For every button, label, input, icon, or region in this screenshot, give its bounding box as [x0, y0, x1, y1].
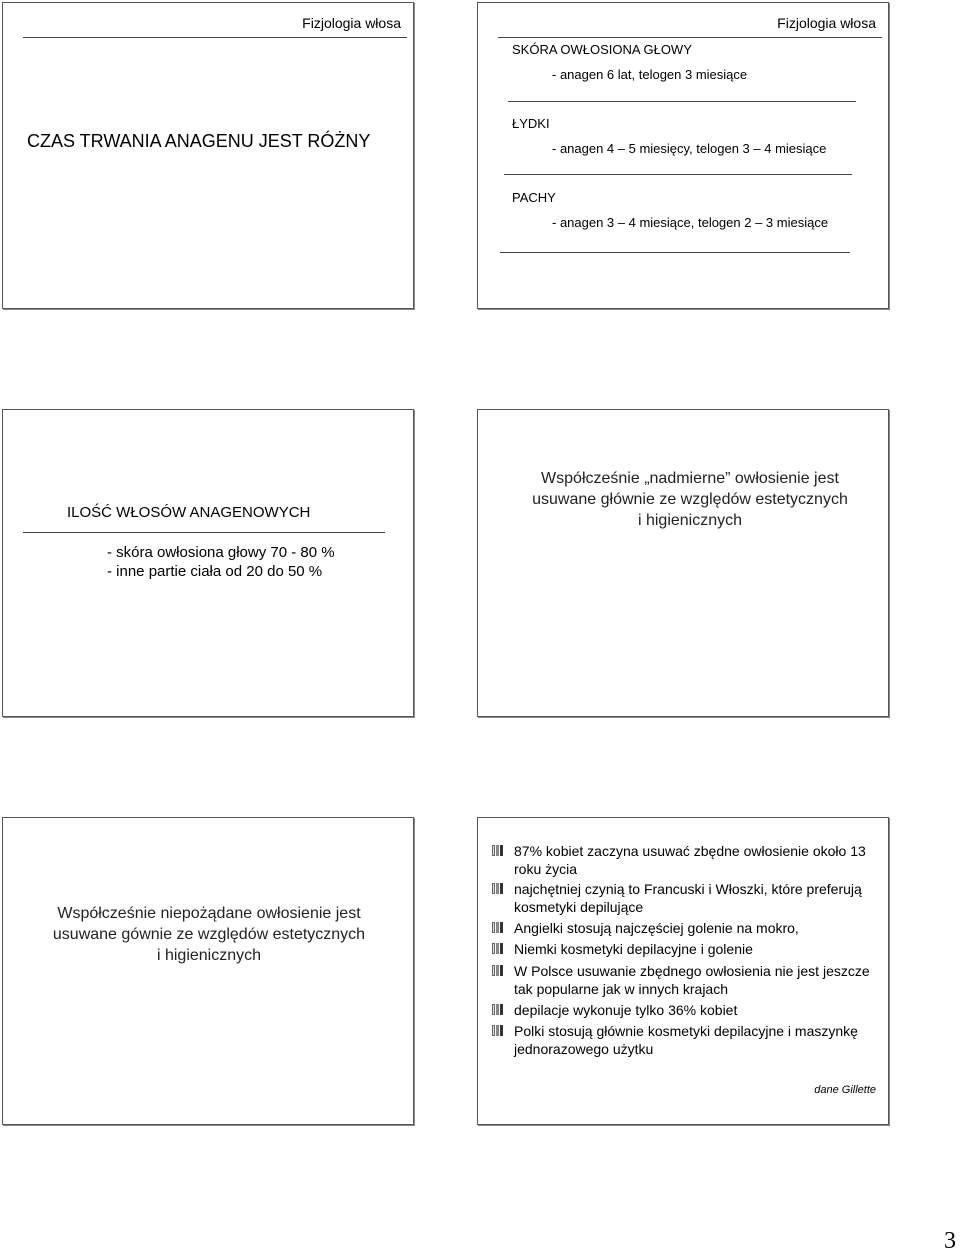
section-heading: ŁYDKI: [512, 116, 550, 131]
bullet-text: W Polsce usuwanie zbędnego owłosienia nie jest jeszcze tak popularne jak w innych krajach: [514, 963, 870, 997]
bullet-item: [514, 940, 884, 958]
bullet-text: najchętniej czynią to Francuski i Włoszki, które preferują kosmetyki depilujące: [514, 881, 862, 915]
slide-3: [2, 409, 414, 717]
slide-6: [477, 817, 889, 1125]
slide-title: CZAS TRWANIA ANAGENU JEST RÓŻNY: [27, 131, 371, 151]
slide-text: Współcześnie niepożądane owłosienie jest usuwane gównie ze względów estetycznych i higienicznych: [52, 905, 366, 964]
slide-2: [477, 2, 889, 309]
section-heading: SKÓRA OWŁOSIONA GŁOWY: [512, 42, 692, 57]
bullet-icon: [492, 845, 506, 856]
content-line: - inne partie ciała od 20 do 50 %: [107, 563, 323, 580]
bullet-text: Niemki kosmetyki depilacyjne i golenie: [514, 941, 753, 957]
bullet-icon: [492, 965, 506, 976]
section-divider: [508, 101, 856, 102]
bullet-icon: [492, 1004, 506, 1015]
section-heading: PACHY: [512, 190, 556, 205]
slide-4: [477, 409, 889, 717]
slide-header: Fizjologia włosa: [777, 15, 876, 31]
slide-text: Współcześnie „nadmierne” owłosienie jest usuwane głównie ze względów estetycznych i higienicznych: [532, 470, 848, 529]
bullet-icon: [492, 943, 506, 954]
content-line: - skóra owłosiona głowy 70 - 80 %: [107, 544, 335, 561]
bullet-item: [514, 962, 884, 998]
bullet-icon: [492, 922, 506, 933]
bullet-text: Angielki stosują najczęściej golenie na mokro,: [514, 920, 799, 936]
bullet-item: [514, 1022, 884, 1058]
header-divider: [498, 37, 882, 38]
bullet-text: depilacje wykonuje tylko 36% kobiet: [514, 1002, 738, 1018]
bullet-icon: [492, 883, 506, 894]
slide-title: ILOŚĆ WŁOSÓW ANAGENOWYCH: [67, 504, 311, 521]
slide-1: [2, 2, 414, 309]
section-detail: - anagen 4 – 5 miesięcy, telogen 3 – 4 miesiące: [552, 141, 827, 156]
bullet-text: 87% kobiet zaczyna usuwać zbędne owłosienie około 13 roku życia: [514, 843, 866, 877]
source-note: dane Gillette: [814, 1084, 876, 1096]
bullet-item: [514, 842, 884, 878]
section-detail: - anagen 6 lat, telogen 3 miesiące: [552, 67, 748, 82]
slide-header: Fizjologia włosa: [302, 15, 401, 31]
bullet-icon: [492, 1025, 506, 1036]
slide-5: [2, 817, 414, 1125]
section-detail: - anagen 3 – 4 miesiące, telogen 2 – 3 miesiące: [552, 215, 829, 230]
bullet-item: [514, 919, 884, 937]
bullet-item: [514, 1001, 884, 1019]
header-divider: [23, 37, 407, 38]
bullet-text: Polki stosują głównie kosmetyki depilacyjne i maszynkę jednorazowego użytku: [514, 1023, 858, 1057]
title-divider: [23, 532, 385, 533]
section-divider: [500, 252, 850, 253]
page-number: 3: [944, 1228, 956, 1254]
bullet-item: [514, 880, 884, 916]
section-divider: [504, 174, 852, 175]
